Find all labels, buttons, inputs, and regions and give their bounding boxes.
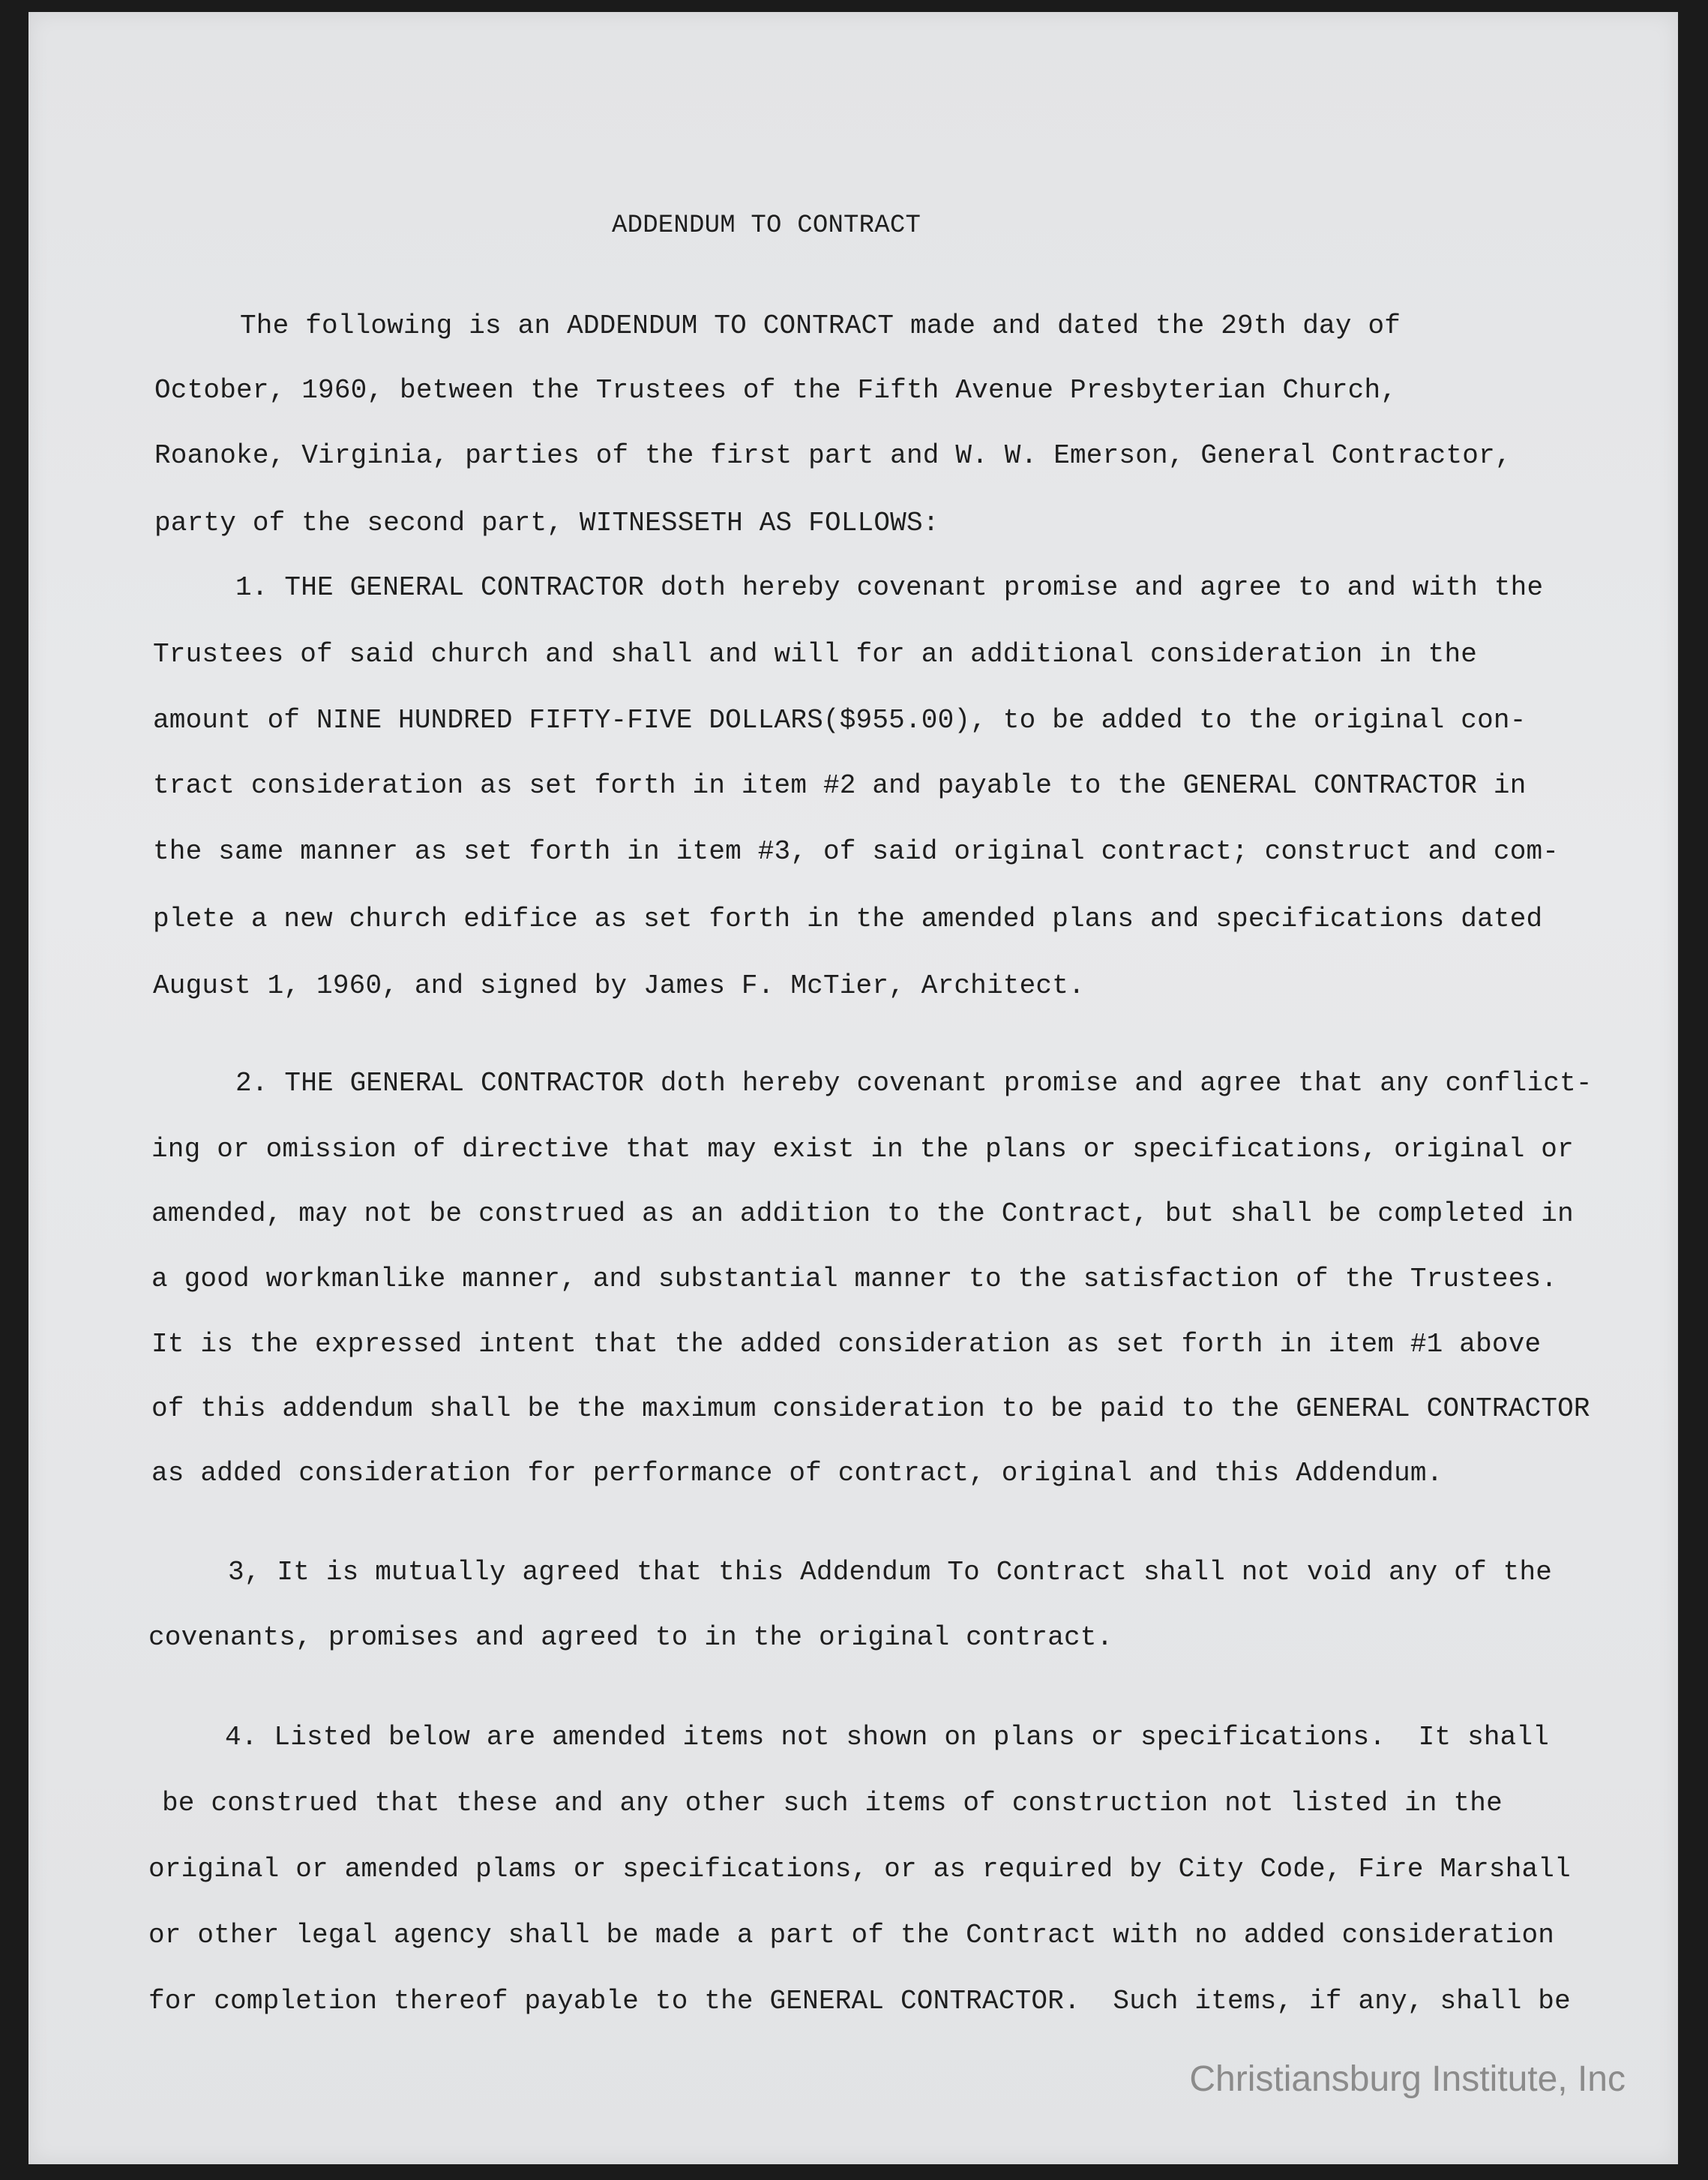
document-title: ADDENDUM TO CONTRACT <box>612 211 921 240</box>
document-line: amount of NINE HUNDRED FIFTY-FIVE DOLLARS($955.00), to be added to the original con- <box>153 705 1527 736</box>
document-line: August 1, 1960, and signed by James F. McTier, Architect. <box>153 970 1085 1001</box>
document-line: 1. THE GENERAL CONTRACTOR doth hereby covenant promise and agree to and with the <box>235 572 1544 603</box>
document-line: plete a new church edifice as set forth in the amended plans and specifications dated <box>153 904 1543 934</box>
document-line: party of the second part, WITNESSETH AS FOLLOWS: <box>154 508 939 538</box>
watermark: Christiansburg Institute, Inc <box>1189 2059 1626 2099</box>
document-line: be construed that these and any other such items of construction not listed in the <box>162 1788 1503 1819</box>
document-line: 4. Listed below are amended items not shown on plans or specifications. It shall <box>225 1722 1550 1753</box>
document-line: as added consideration for performance of contract, original and this Addendum. <box>151 1458 1443 1489</box>
document-line: a good workmanlike manner, and substantial manner to the satisfaction of the Trustees. <box>151 1264 1558 1294</box>
document-line: for completion thereof payable to the GENERAL CONTRACTOR. Such items, if any, shall be <box>148 1986 1571 2017</box>
document-line: 3, It is mutually agreed that this Addendum To Contract shall not void any of the <box>228 1557 1553 1588</box>
document-line: 2. THE GENERAL CONTRACTOR doth hereby covenant promise and agree that any conflict- <box>235 1068 1593 1099</box>
document-line: of this addendum shall be the maximum consideration to be paid to the GENERAL CONTRACTOR <box>151 1393 1590 1424</box>
document-line: original or amended plams or specifications, or as required by City Code, Fire Marshall <box>148 1854 1571 1885</box>
document-line: or other legal agency shall be made a part of the Contract with no added consideration <box>148 1920 1555 1951</box>
document-line: the same manner as set forth in item #3, of said original contract; construct and com- <box>153 836 1560 867</box>
document-line: The following is an ADDENDUM TO CONTRACT made and dated the 29th day of <box>240 310 1401 341</box>
document-line: Trustees of said church and shall and will for an additional consideration in the <box>153 639 1478 670</box>
document-line: tract consideration as set forth in item #2 and payable to the GENERAL CONTRACTOR in <box>153 770 1527 801</box>
document-line: covenants, promises and agreed to in the original contract. <box>148 1622 1113 1653</box>
document-line: It is the expressed intent that the added consideration as set forth in item #1 above <box>151 1329 1542 1360</box>
document-line: October, 1960, between the Trustees of the Fifth Avenue Presbyterian Church, <box>154 375 1398 406</box>
document-line: ing or omission of directive that may exist in the plans or specifications, original or <box>151 1134 1574 1165</box>
document-line: Roanoke, Virginia, parties of the first part and W. W. Emerson, General Contractor, <box>154 440 1512 471</box>
document-line: amended, may not be construed as an addition to the Contract, but shall be completed in <box>151 1198 1574 1229</box>
